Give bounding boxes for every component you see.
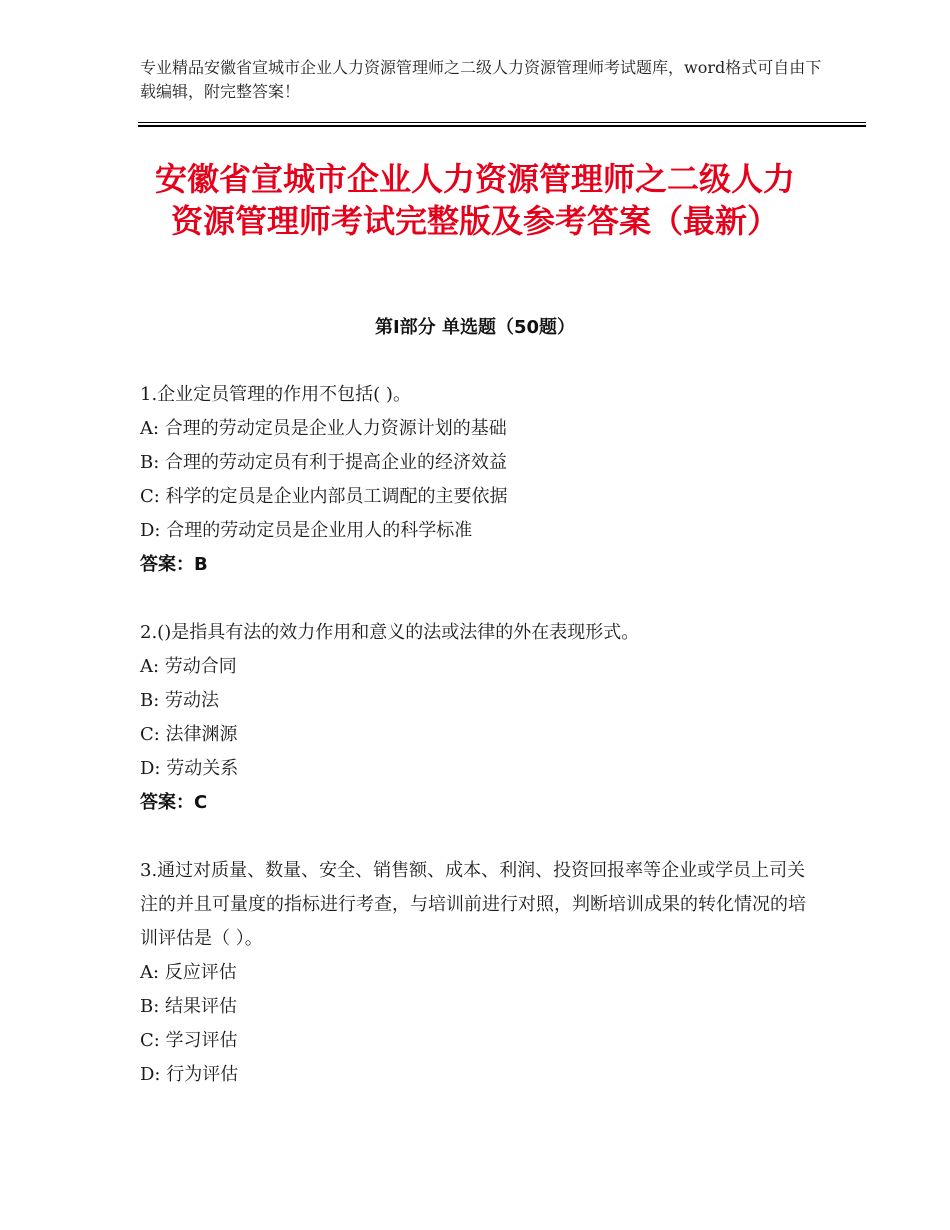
- option-c: C: 科学的定员是企业内部员工调配的主要依据: [140, 486, 508, 507]
- option-b: B: 劳动法: [140, 690, 220, 711]
- question-1: [140, 378, 810, 582]
- question-stem: 3.通过对质量、数量、安全、销售额、成本、利润、投资回报率等企业或学员上司关注的并且可量度的指标进行考查，与培训前进行对照，判断培训成果的转化情况的培训评估是（ ）。: [140, 860, 806, 949]
- option-d: D: 劳动关系: [140, 758, 239, 779]
- option-b: B: 结果评估: [140, 996, 238, 1017]
- question-3: [140, 854, 810, 1092]
- question-2: [140, 616, 810, 820]
- option-c: C: 学习评估: [140, 1030, 238, 1051]
- option-a: A: 劳动合同: [140, 656, 237, 677]
- option-a: A: 合理的劳动定员是企业人力资源计划的基础: [140, 418, 507, 439]
- option-c: C: 法律渊源: [140, 724, 238, 745]
- question-stem: 2.()是指具有法的效力作用和意义的法或法律的外在表现形式。: [140, 622, 640, 643]
- question-list: [140, 378, 810, 1126]
- section-title: 第Ⅰ部分 单选题（50题）: [374, 317, 575, 338]
- answer-line: 答案：C: [140, 792, 208, 813]
- option-b: B: 合理的劳动定员有利于提高企业的经济效益: [140, 452, 508, 473]
- option-a: A: 反应评估: [140, 962, 237, 983]
- answer-line: 答案：B: [140, 554, 208, 575]
- question-stem: 1.企业定员管理的作用不包括( )。: [140, 384, 411, 405]
- document-title: 安徽省宣城市企业人力资源管理师之二级人力资源管理师考试完整版及参考答案（最新）: [154, 160, 795, 240]
- document-header-note: 专业精品安徽省宣城市企业人力资源管理师之二级人力资源管理师考试题库，word格式可自由下载编辑，附完整答案！: [140, 58, 822, 101]
- header-rule-thin: [138, 122, 866, 123]
- option-d: D: 行为评估: [140, 1064, 239, 1085]
- header-rule-thick: [138, 125, 866, 127]
- option-d: D: 合理的劳动定员是企业用人的科学标准: [140, 520, 473, 541]
